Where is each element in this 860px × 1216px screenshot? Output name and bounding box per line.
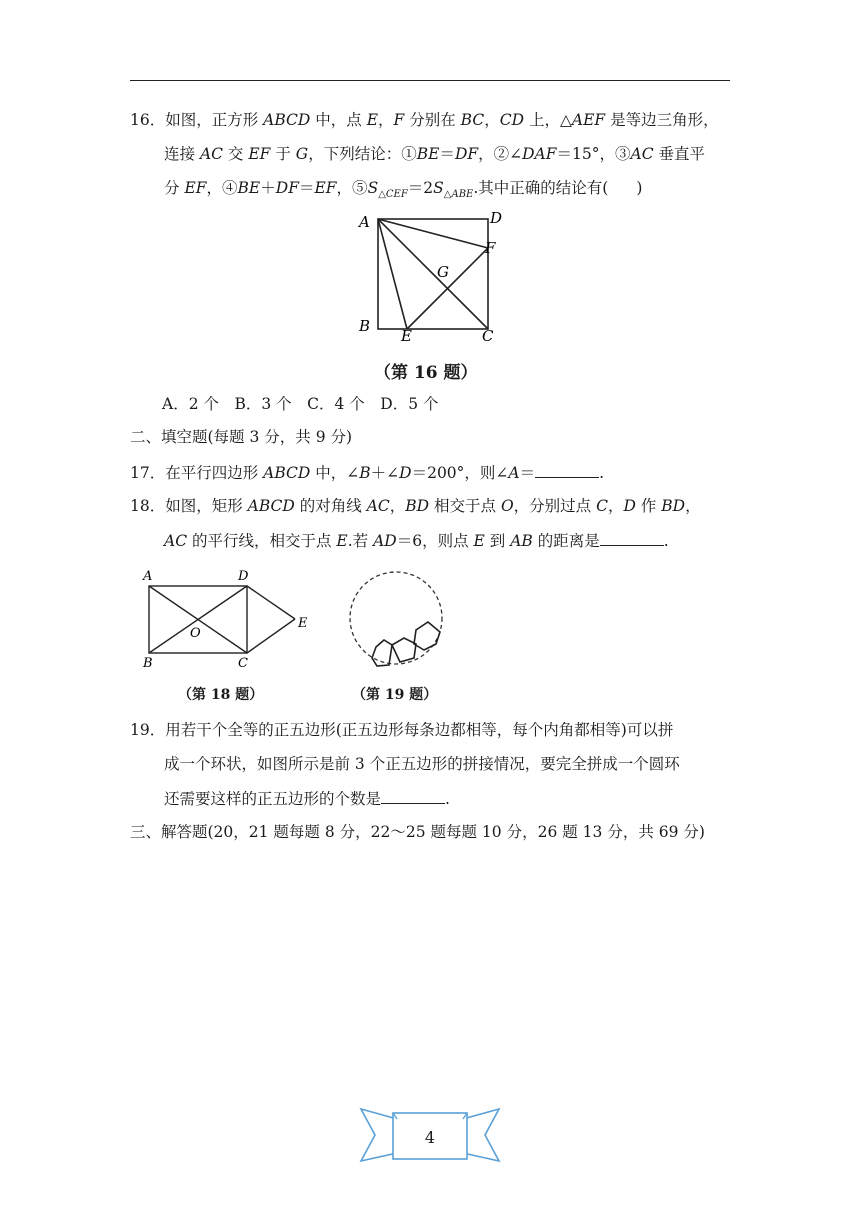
label-D: D (490, 209, 503, 227)
q18-answer-blank[interactable] (600, 529, 664, 546)
figure-18-rectangle (138, 566, 318, 672)
label-18-A: A (143, 569, 153, 584)
label-B: B (359, 317, 371, 335)
label-18-D: D (238, 569, 249, 584)
label-E: E (401, 327, 412, 345)
label-18-O: O (190, 626, 201, 641)
q16-options: A．2 个 B．3 个 C．4 个 D．5 个 (162, 395, 439, 413)
q18-line2: AC 的平行线，相交于点 E.若 AD＝6，则点 E 到 AB 的距离是 . (164, 529, 669, 552)
q16-line3: 分 EF，④BE＋DF＝EF，$⑤S_{\triangle CEF}=2S_{\triangle ABE}$.其中正确的结论有( ) (164, 179, 643, 201)
label-A: A (359, 213, 370, 231)
header-rule (130, 80, 730, 81)
q19-line3: 还需要这样的正五边形的个数是 . (164, 787, 450, 810)
q17-answer-blank[interactable] (535, 461, 599, 478)
label-G: G (437, 263, 449, 281)
label-18-E: E (298, 616, 308, 631)
label-18-C: C (238, 656, 248, 671)
q19-answer-blank[interactable] (381, 787, 445, 804)
section-3-heading: 三、解答题(20，21 题每题 8 分，22～25 题每题 10 分，26 题 13 分，共 69 分) (130, 823, 705, 841)
q19-line1: 19．用若干个全等的正五边形(正五边形每条边都相等，每个内角都相等)可以拼 (130, 721, 674, 739)
figure-19-pentagon-ring (340, 562, 460, 680)
q18-line1: 18．如图，矩形 ABCD 的对角线 AC，BD 相交于点 O，分别过点 C，D 作 BD， (130, 497, 701, 515)
page-number: 4 (424, 1128, 436, 1147)
section-2-heading: 二、填空题(每题 3 分，共 9 分) (130, 428, 353, 446)
q16-line2: 连接 AC 交 EF 于 G，下列结论：①BE＝DF，②∠DAF＝15°，③AC 垂直平 (164, 145, 705, 163)
figure-19-caption: （第 19 题） (352, 687, 438, 703)
figure-18-caption: （第 18 题） (178, 687, 264, 703)
q19-line2: 成一个环状，如图所示是前 3 个正五边形的拼接情况，要完全拼成一个圆环 (164, 755, 680, 773)
q16-line1: 16．如图，正方形 ABCD 中，点 E，F 分别在 BC，CD 上，△AEF 是等边三角形， (130, 111, 719, 129)
figure-16-square (350, 205, 510, 350)
figure-16-caption: （第 16 题） (374, 363, 478, 383)
q17-text: 17．在平行四边形 ABCD 中，∠B＋∠D＝200°，则∠A＝ . (130, 461, 604, 484)
label-18-B: B (143, 656, 153, 671)
label-C: C (482, 327, 494, 345)
label-F: F (485, 239, 496, 257)
